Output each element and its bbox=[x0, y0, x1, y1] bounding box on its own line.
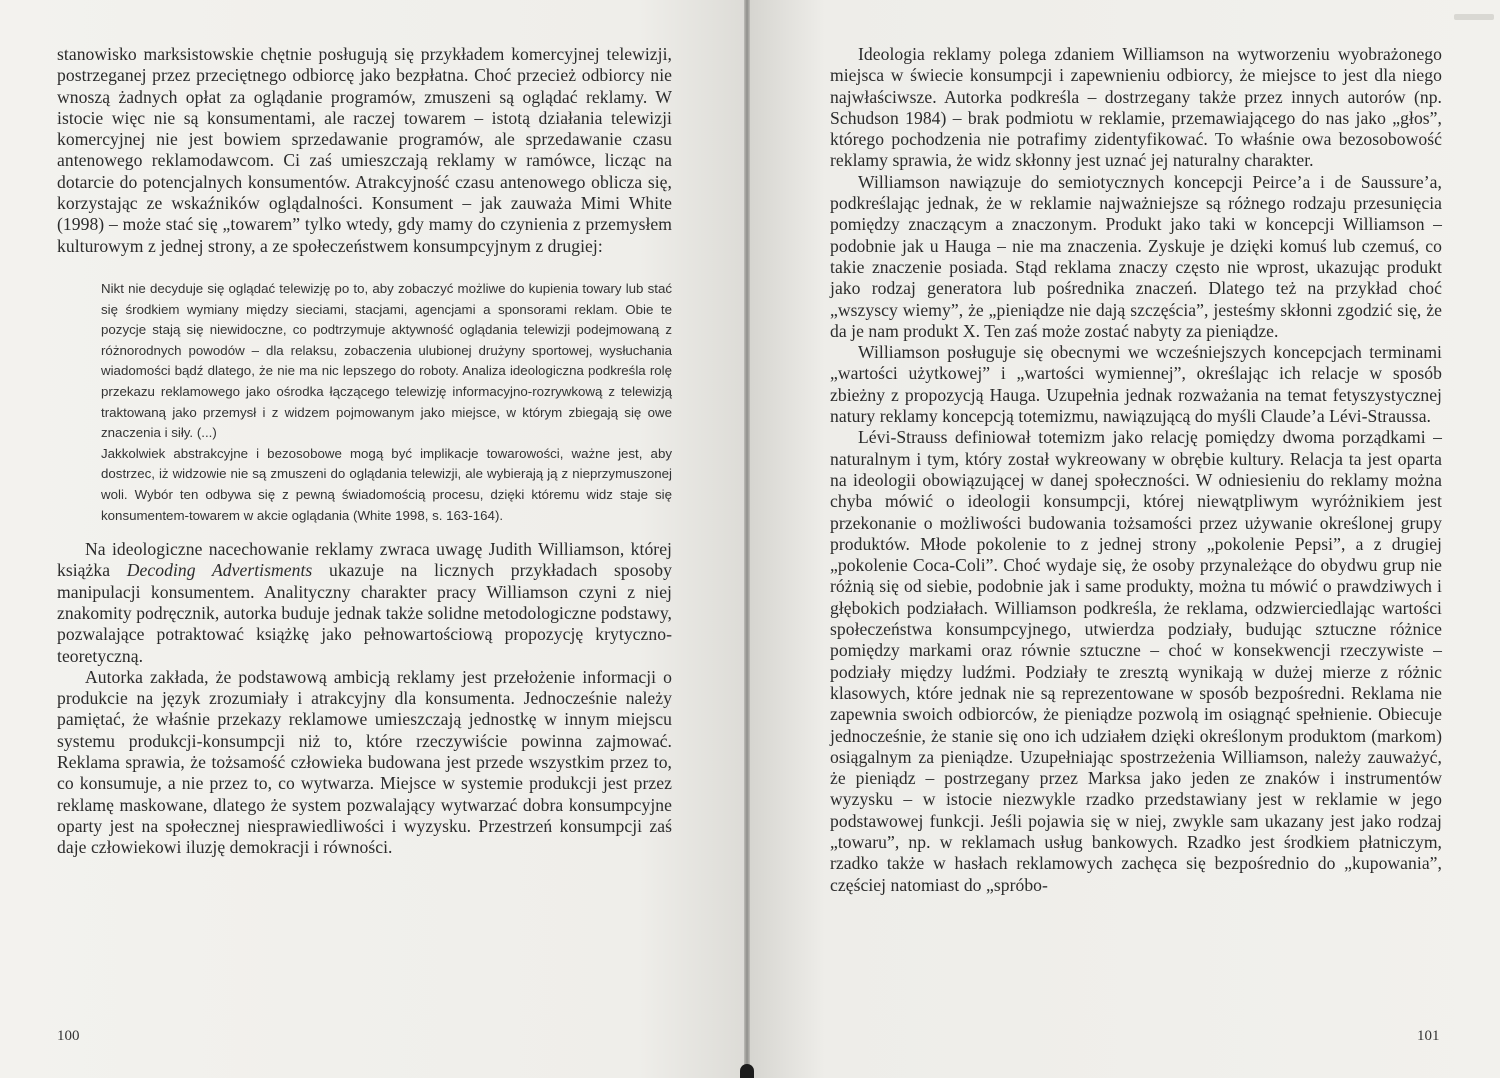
book-gutter bbox=[744, 0, 750, 1078]
para2-text-before: Na ideologiczne nacechowanie reklamy zwraca uwagę Judith Williamson, której książka bbox=[57, 539, 672, 581]
quote-paragraph-1: Nikt nie decyduje się oglądać telewizję po to, aby zobaczyć możliwe do kupienia towary lub stać się środkiem wymiany między sieciami, stacjami, agencjami a sponsorami reklam. Obie te pozycje stają się niewidoczne, co podtrzymuje aktywność oglądania telewizji podejmowaną z różnorodnych powodów – dla relaksu, zobaczenia ulubionej drużyny sportowej, wysłuchania wiadomości bądź dlatego, że nie ma nic lepszego do roboty. Analiza ideologiczna podkreśla rolę przekazu reklamowego jako ośrodka łączącego telewizję informacyjno-rozrywkową z telewizją traktowaną jako przemysł i z widzem pojmowanym jako miejsce, w którym zbiegają się owe znaczenia i siły. (...) bbox=[101, 280, 672, 441]
right-paragraph-4: Lévi-Strauss definiował totemizm jako relację pomiędzy dwoma porządkami – naturalnym i tym, który został wykreowany w obrębie kultury. Relacja ta jest oparta na ideologii obowiązującej w danej społeczności. W odniesieniu do reklamy można chyba mówić o ideologii konsumpcji, której niewątpliwym wyróżnikiem jest przekonanie o możliwości budowania tożsamości przez używanie określonej grupy produktów. Młode pokolenie to z jednej strony „pokolenie Pepsi”, a z drugiej „pokolenie Coca-Coli”. Choć wydaje się, że osoby przynależące do obydwu grup nie różnią się od siebie, podobnie jak i same produkty, można tu mówić o prawdziwych i głębokich podziałach. Williamson podkreśla, że reklama, odzwierciedlając wartości społeczeństwa konsumpcyjnego, utwierdza podziały, budując sztuczne różnice pomiędzy markami oraz równie sztuczne – choć w konsekwencji rzeczywiste – podziały między ludźmi. Podziały te zresztą wynikają w dużej mierze z różnic klasowych, które jednak nie są reprezentowane w sposób bezpośredni. Reklama nie zapewnia swoich odbiorców, że pieniądze pozwolą im osiągnąć spełnienie. Obiecuje jednocześnie, że stanie się ono ich udziałem dzięki określonym produktom (markom) osiągalnym za pieniądze. Uzupełniając spostrzeżenia Williamson, należy zauważyć, że pieniądz – postrzegany przez Marksa jako jeden ze znaków i instrumentów wyzysku – w istocie niezwykle rzadko przedstawiany jest w reklamie w jego podstawowej funkcji. Jeśli pojawia się w niej, zwykle sam ukazany jest jako rodzaj „towaru”, np. w reklamach usług bankowych. Rzadko jest środkiem płatniczym, rzadko także w hasłach reklamowych zachęca się bezpośrednio do „kupowania”, częściej natomiast do „spróbo- bbox=[830, 427, 1442, 895]
left-paragraph-1: stanowisko marksistowskie chętnie posługują się przykładem komercyjnej telewizji, postrzeganej przez przeciętnego odbiorcę jako bezpłatna. Choć przecież odbiorcy nie wnoszą żadnych opłat za oglądanie programów, zmuszeni są oglądać reklamy. W istocie więc nie są konsumentami, ale raczej towarem – istotą działania telewizji komercyjnej nie jest bowiem sprzedawanie programów, ale sprzedawanie czasu antenowego reklamodawcom. Ci zaś umieszczają reklamy w ramówce, licząc na dotarcie do potencjalnych konsumentów. Atrakcyjność czasu antenowego oblicza się, korzystając ze wskaźników oglądalności. Konsument – jak zauważa Mimi White (1998) – może stać się „towarem” tylko wtedy, gdy mamy do czynienia z przemysłem kulturowym z jednej strony, a ze społeczeństwem konsumpcyjnym z drugiej: bbox=[57, 44, 672, 256]
page-number-right: 101 bbox=[1417, 1028, 1440, 1044]
binding-mark bbox=[740, 1064, 754, 1078]
right-text-column bbox=[830, 44, 1442, 896]
quote-paragraph-2: Jakkolwiek abstrakcyjne i bezosobowe mogą być implikacje towarowości, ważne jest, aby dostrzec, iż widzowie nie są zmuszeni do oglądania telewizji, ale wybierają ją z nieprzymuszonej woli. Wybór ten odbywa się z pewną świadomością procesu, dzięki któremu widz staje się konsumentem-towarem w akcie oglądania (White 1998, s. 163-164). bbox=[101, 445, 672, 523]
left-paragraph-2 bbox=[57, 539, 672, 667]
page-number-left: 100 bbox=[57, 1028, 80, 1044]
book-title: Decoding Advertisments bbox=[126, 560, 313, 581]
right-paragraph-2: Williamson nawiązuje do semiotycznych koncepcji Peirce’a i de Saussure’a, podkreślając jednak, że w reklamie najważniejsze są różnego rodzaju przesunięcia pomiędzy znaczącym a znaczonym. Produkt jako taki w koncepcji Williamson – podobnie jak u Hauga – nie ma znaczenia. Zyskuje je dzięki komuś lub czemuś, co takie znaczenie posiada. Stąd reklama znaczy często nie wprost, ukazując produkt jako rodzaj generatora lub pośrednika znaczeń. Dlatego też na przykład choć „wszyscy wiemy”, że „pieniądze nie dają szczęścia”, jesteśmy skłonni zgodzić się, że da je nam produkt X. Ten zaś może zostać nabyty za pieniądze. bbox=[830, 171, 1442, 341]
block-quote bbox=[101, 279, 672, 526]
right-paragraph-3: Williamson posługuje się obecnymi we wcześniejszych koncepcjach terminami „wartości użytkowej” i „wartości wymiennej”, określając ich relacje w sposób zbieżny z propozycją Hauga. Uzupełnia jednak rozważania na temat fetyszystycznej natury reklamy koncepcją totemizmu, nawiązującą do myśli Claude’a Lévi-Straussa. bbox=[830, 342, 1442, 427]
left-text-column bbox=[57, 44, 672, 859]
para2-text-after: ukazuje na licznych przykładach sposoby manipulacji konsumentem. Analityczny charakter pracy Williamson czyni z niej znakomity podręcznik, autorka buduje jednak także solidne metodologiczne podstawy, pozwalające potraktować książkę jako pełnowartościową propozycję krytyczno-teoretyczną. bbox=[57, 560, 672, 666]
right-paragraph-1: Ideologia reklamy polega zdaniem Williamson na wytworzeniu wyobrażonego miejsca w świecie konsumpcji i zapewnieniu odbiorcy, że miejsce to jest dla niego najwłaściwsze. Autorka podkreśla – dostrzegany także przez innych autorów (np. Schudson 1984) – brak podmiotu w reklamie, przemawiającego do nas jako „głos”, którego pochodzenia nie potrafimy zidentyfikować. To właśnie owa bezosobowość reklamy sprawia, że widz skłonny jest uznać jej naturalny charakter. bbox=[830, 44, 1442, 171]
left-paragraph-3: Autorka zakłada, że podstawową ambicją reklamy jest przełożenie informacji o produkcie na język zrozumiały i atrakcyjny dla konsumenta. Jednocześnie należy pamiętać, że właśnie przekazy reklamowe umieszczają jednostkę w innym miejscu systemu produkcji-konsumpcji niż to, które rzeczywiście powinna zajmować. Reklama sprawia, że tożsamość człowieka budowana jest przede wszystkim przez to, co konsumuje, a nie przez to, co wytwarza. Miejsce w systemie produkcji jest przez reklamę maskowane, dlatego że system pozwalający wytwarzać dobra konsumpcyjne oparty jest na społecznej niesprawiedliwości i wyzysku. Przestrzeń konsumpcji zaś daje człowiekowi iluzję demokracji i równości. bbox=[57, 666, 672, 858]
page-edge-mark bbox=[1454, 14, 1494, 20]
